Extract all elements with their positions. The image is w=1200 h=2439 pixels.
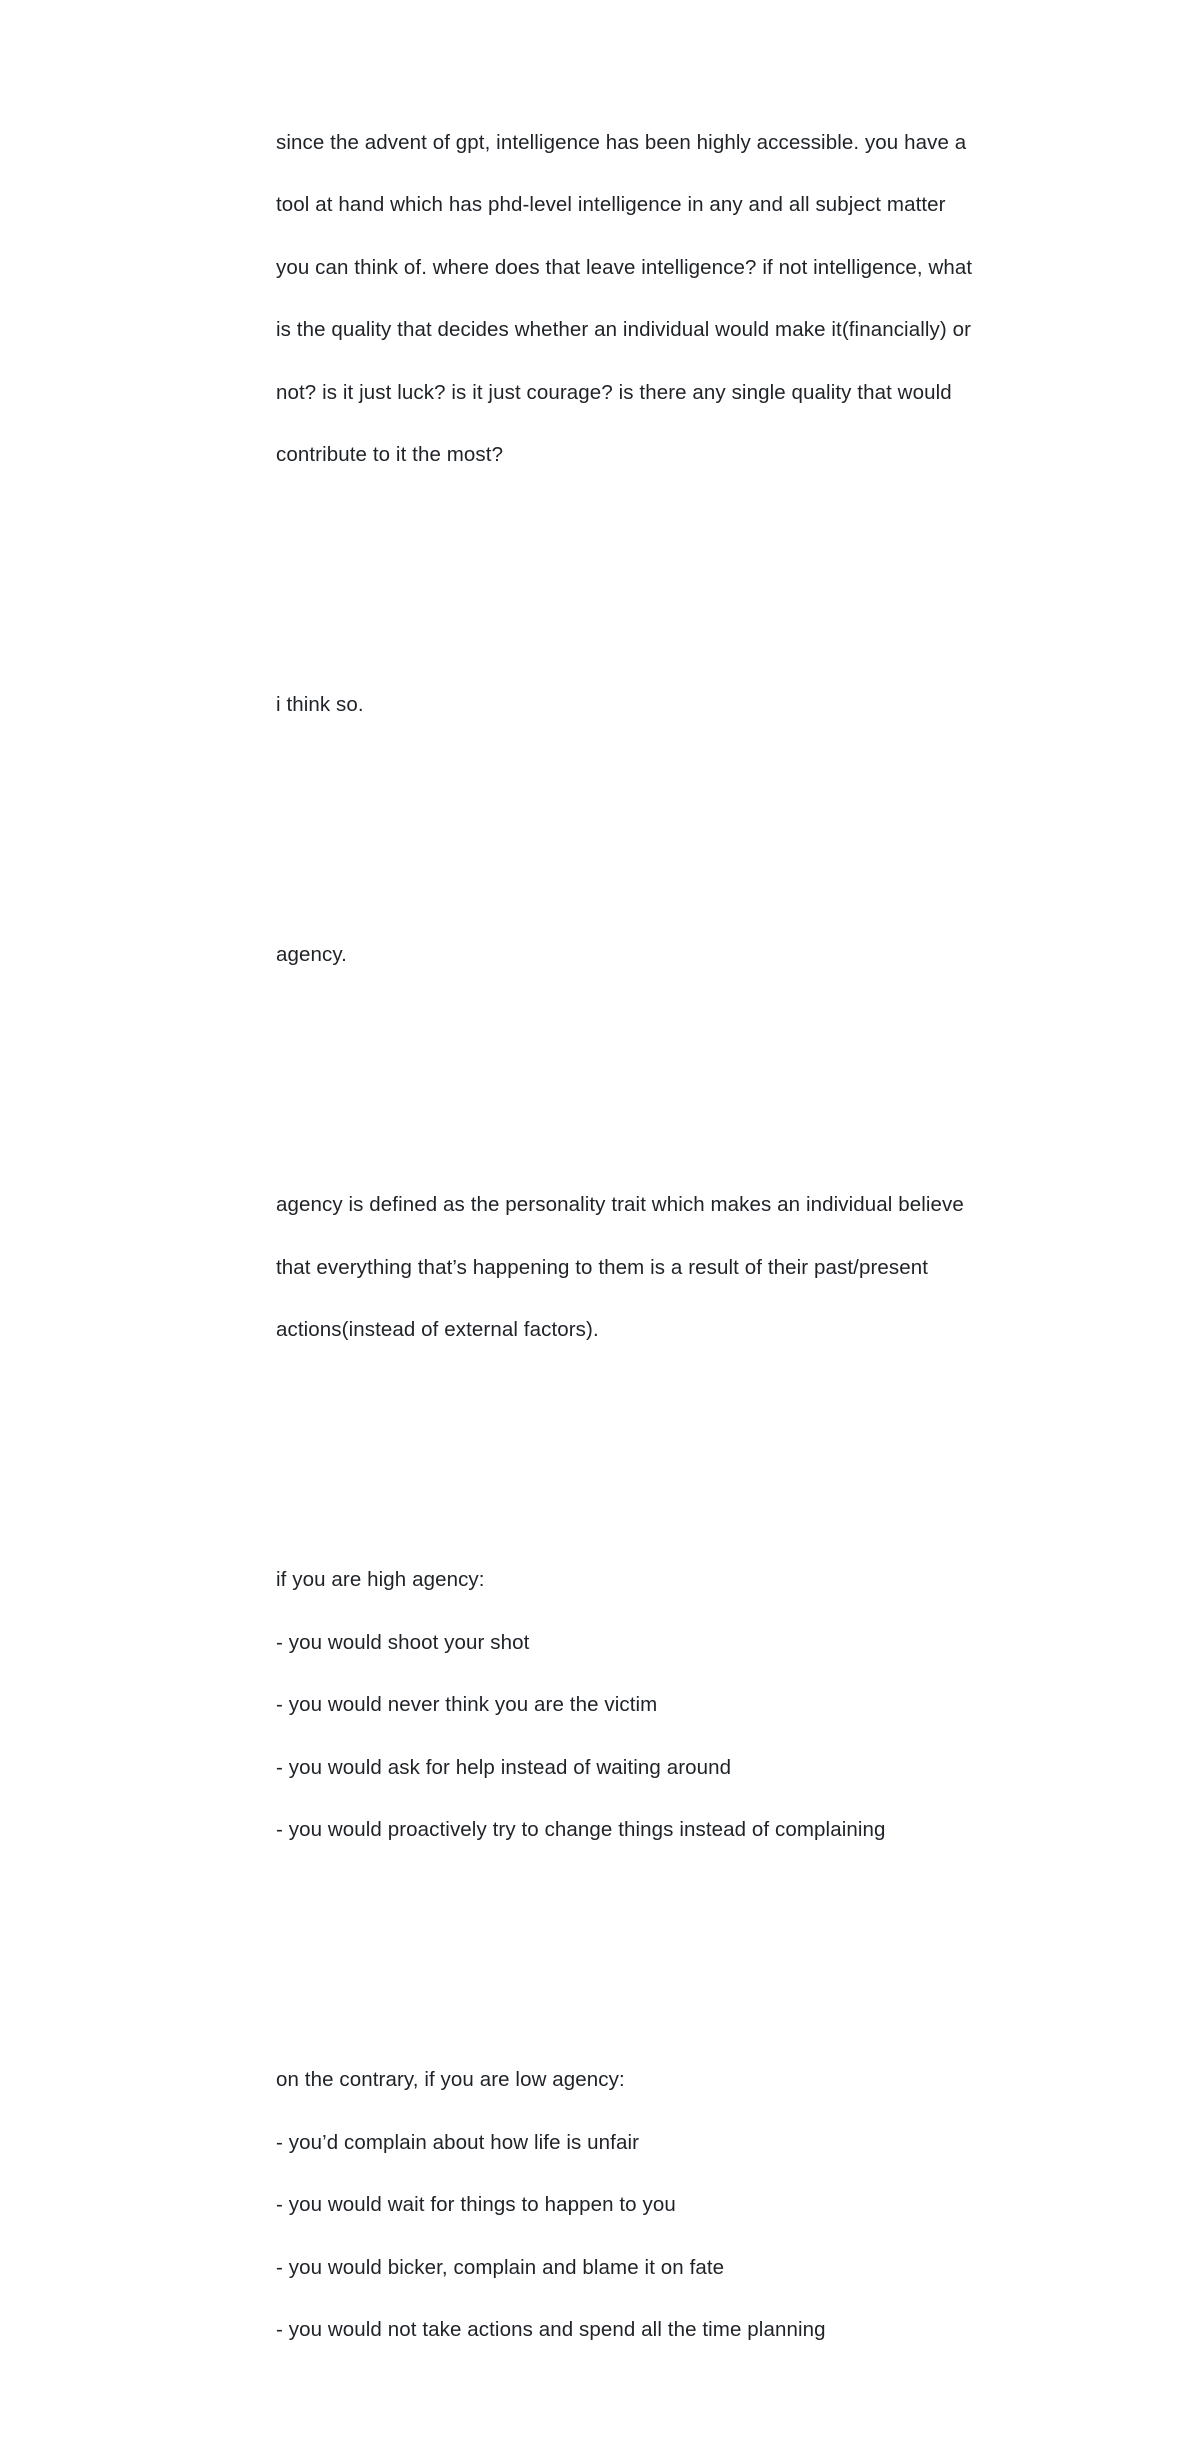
intro-paragraph bbox=[276, 96, 973, 502]
text-line: not? is it just luck? is it just courage? is there any single quality that would bbox=[276, 380, 952, 404]
article-body bbox=[276, 33, 973, 2439]
text-line: i think so. bbox=[276, 693, 364, 717]
high-agency-section bbox=[276, 1533, 936, 1877]
list-item: - you would wait for things to happen to you bbox=[276, 2193, 676, 2217]
definition-paragraph bbox=[276, 1158, 964, 1377]
paragraph-spacer bbox=[276, 814, 936, 845]
section-heading: on the contrary, if you are low agency: bbox=[276, 2068, 625, 2092]
text-line: actions(instead of external factors). bbox=[276, 1318, 599, 1342]
text-line: since the advent of gpt, intelligence has been highly accessible. you have a bbox=[276, 130, 967, 154]
section-heading: if you are high agency: bbox=[276, 1568, 485, 1592]
answer-paragraph bbox=[276, 658, 936, 752]
text-line: tool at hand which has phd-level intelligence in any and all subject matter bbox=[276, 193, 946, 217]
list-item: - you would not take actions and spend all the time planning bbox=[276, 2318, 826, 2342]
paragraph-spacer bbox=[276, 564, 936, 595]
text-line: that everything that’s happening to them is a result of their past/present bbox=[276, 1255, 929, 1279]
paragraph-spacer bbox=[276, 1439, 936, 1470]
text-line: agency. bbox=[276, 943, 347, 967]
paragraph-spacer bbox=[276, 1939, 936, 1970]
list-item: - you would proactively try to change things instead of complaining bbox=[276, 1818, 886, 1842]
list-item: - you would bicker, complain and blame it on fate bbox=[276, 2255, 725, 2279]
text-line: agency is defined as the personality trait which makes an individual believe bbox=[276, 1193, 964, 1217]
text-line: you can think of. where does that leave intelligence? if not intelligence, what bbox=[276, 255, 973, 279]
low-agency-section bbox=[276, 2033, 936, 2377]
paragraph-spacer bbox=[276, 1064, 936, 1095]
list-item: - you would never think you are the victim bbox=[276, 1693, 658, 1717]
text-line: is the quality that decides whether an individual would make it(financially) or bbox=[276, 318, 972, 342]
list-item: - you’d complain about how life is unfair bbox=[276, 2130, 640, 2154]
text-line: contribute to it the most? bbox=[276, 443, 504, 467]
list-item: - you would shoot your shot bbox=[276, 1630, 530, 1654]
keyword-paragraph bbox=[276, 908, 936, 1002]
list-item: - you would ask for help instead of waiting around bbox=[276, 1755, 732, 1779]
